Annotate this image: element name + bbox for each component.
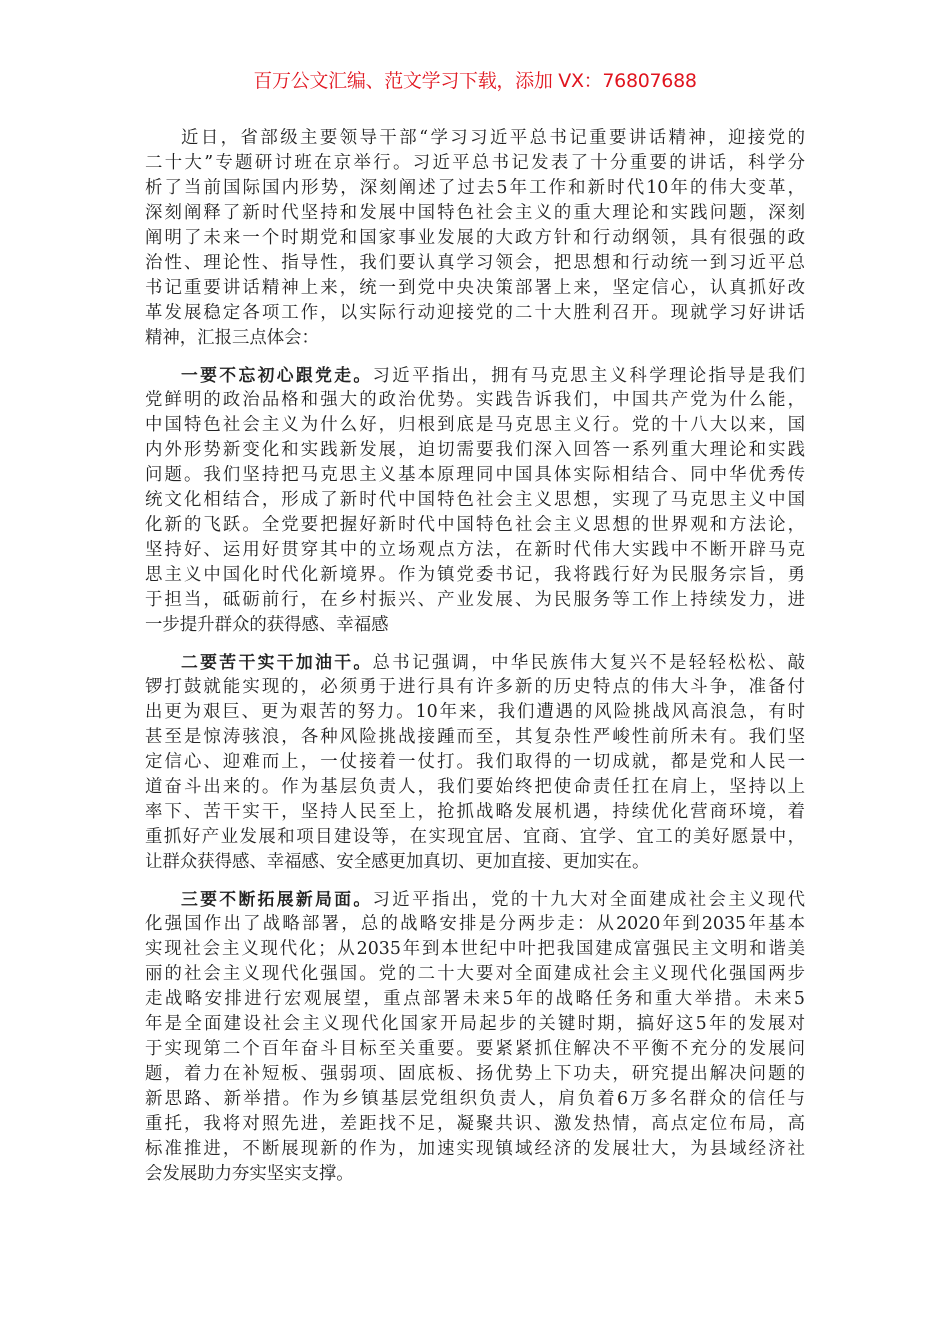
line-text: 习近平指出，党的十九大对全面建成社会主义现代 [372, 890, 805, 910]
line-text: 出更为艰巨、更为艰苦的努力。10年来，我们遭遇的风险挑战风高浪急，有时 [145, 702, 805, 722]
text-line [145, 1037, 805, 1062]
line-text: 于担当，砥砺前行，在乡村振兴、产业发展、为民服务等工作上持续发力，进 [145, 590, 805, 610]
line-text: 阐明了未来一个时期党和国家事业发展的大政方针和行动纲领，具有很强的政 [145, 228, 805, 248]
line-text: 近日，省部级主要领导干部“学习习近平总书记重要讲话精神，迎接党的 [181, 128, 805, 148]
line-text: 统文化相结合，形成了新时代中国特色社会主义思想，实现了马克思主义中国 [145, 490, 805, 510]
line-text: 治性、理论性、指导性，我们要认真学习领会，把思想和行动统一到习近平总 [145, 253, 805, 273]
text-line [145, 251, 805, 276]
paragraph [145, 363, 805, 638]
text-line [145, 675, 805, 700]
line-text: 让群众获得感、幸福感、安全感更加真切、更加直接、更加实在。 [145, 852, 650, 872]
text-line [145, 1137, 805, 1162]
line-text: 锣打鼓就能实现的，必须勇于进行具有许多新的历史特点的伟大斗争，准备付 [145, 677, 805, 697]
text-line [145, 887, 805, 912]
text-line [145, 1012, 805, 1037]
line-text: 实现社会主义现代化；从2035年到本世纪中叶把我国建成富强民主文明和谐美 [145, 939, 805, 959]
text-line [145, 488, 805, 513]
line-text: 总书记强调，中华民族伟大复兴不是轻轻松松、敲 [372, 653, 805, 673]
line-text: 习近平指出，拥有马克思主义科学理论指导是我们 [372, 366, 805, 386]
document-body [145, 126, 805, 1199]
line-text: 重托，我将对照先进，差距找不足，凝聚共识、激发热情，高点定位布局，高 [145, 1114, 805, 1134]
watermark-header: 百万公文汇编、范文学习下载，添加 VX：76807688 [253, 70, 697, 92]
text-line [145, 1112, 805, 1137]
line-text: 内外形势新变化和实践新发展，迫切需要我们深入回答一系列重大理论和实践 [145, 440, 805, 460]
text-line [145, 463, 805, 488]
text-line [145, 987, 805, 1012]
line-text: 标准推进，不断展现新的作为，加速实现镇域经济的发展壮大，为县域经济社 [145, 1139, 805, 1159]
text-line [145, 226, 805, 251]
line-text: 一步提升群众的获得感、幸福感 [145, 615, 389, 635]
line-text: 书记重要讲话精神上来，统一到党中央决策部署上来，坚定信心，认真抓好改 [145, 278, 805, 298]
line-text: 化强国作出了战略部署，总的战略安排是分两步走：从2020年到2035年基本 [145, 914, 805, 934]
line-text: 中国特色社会主义为什么好，归根到底是马克思主义行。党的十八大以来，国 [145, 415, 805, 435]
text-line [145, 363, 805, 388]
line-text: 道奋斗出来的。作为基层负责人，我们要始终把使命责任扛在肩上，坚持以上 [145, 777, 805, 797]
paragraph [145, 126, 805, 351]
text-line [145, 800, 805, 825]
text-line [145, 850, 805, 875]
line-text: 走战略安排进行宏观展望，重点部署未来5年的战略任务和重大举措。未来5 [145, 989, 805, 1009]
text-line [145, 700, 805, 725]
line-text: 思主义中国化时代化新境界。作为镇党委书记，我将践行好为民服务宗旨，勇 [145, 565, 805, 585]
text-line [145, 1162, 805, 1187]
text-line [145, 563, 805, 588]
text-line [145, 413, 805, 438]
text-line [145, 176, 805, 201]
text-line [145, 201, 805, 226]
text-line [145, 1087, 805, 1112]
line-text: 新思路、新举措。作为乡镇基层党组织负责人，肩负着6万多名群众的信任与 [145, 1089, 805, 1109]
text-line [145, 538, 805, 563]
line-text: 精神，汇报三点体会： [145, 328, 319, 348]
text-line [145, 825, 805, 850]
paragraph [145, 887, 805, 1187]
text-line [145, 151, 805, 176]
text-line [145, 613, 805, 638]
text-line [145, 725, 805, 750]
paragraph-lead-heading: 一要不忘初心跟党走。 [181, 365, 373, 385]
text-line [145, 750, 805, 775]
text-line [145, 438, 805, 463]
line-text: 重抓好产业发展和项目建设等，在实现宜居、宜商、宜学、宜工的美好愿景中， [145, 827, 805, 847]
text-line [145, 388, 805, 413]
text-line [145, 326, 805, 351]
paragraph [145, 650, 805, 875]
line-text: 问题。我们坚持把马克思主义基本原理同中国具体实际相结合、同中华优秀传 [145, 465, 805, 485]
line-text: 丽的社会主义现代化强国。党的二十大要对全面建成社会主义现代化强国两步 [145, 964, 805, 984]
line-text: 析了当前国际国内形势，深刻阐述了过去5年工作和新时代10年的伟大变革， [145, 178, 805, 198]
line-text: 坚持好、运用好贯穿其中的立场观点方法，在新时代伟大实践中不断开辟马克 [145, 540, 805, 560]
line-text: 革发展稳定各项工作，以实际行动迎接党的二十大胜利召开。现就学习好讲话 [145, 303, 805, 323]
paragraph-lead-heading: 三要不断拓展新局面。 [181, 889, 373, 909]
text-line [145, 588, 805, 613]
line-text: 党鲜明的政治品格和强大的政治优势。实践告诉我们，中国共产党为什么能， [145, 390, 805, 410]
text-line [145, 276, 805, 301]
text-line [145, 775, 805, 800]
text-line [145, 301, 805, 326]
text-line [145, 912, 805, 937]
line-text: 甚至是惊涛骇浪，各种风险挑战接踵而至，其复杂性严峻性前所未有。我们坚 [145, 727, 805, 747]
text-line [145, 1062, 805, 1087]
line-text: 化新的飞跃。全党要把握好新时代中国特色社会主义思想的世界观和方法论， [145, 515, 805, 535]
line-text: 定信心、迎难而上，一仗接着一仗打。我们取得的一切成就，都是党和人民一 [145, 752, 805, 772]
text-line [145, 126, 805, 151]
line-text: 会发展助力夯实坚实支撑。 [145, 1164, 354, 1184]
line-text: 深刻阐释了新时代坚持和发展中国特色社会主义的重大理论和实践问题，深刻 [145, 203, 805, 223]
text-line [145, 650, 805, 675]
text-line [145, 937, 805, 962]
line-text: 题，着力在补短板、强弱项、固底板、扬优势上下功夫，研究提出解决问题的 [145, 1064, 805, 1084]
text-line [145, 513, 805, 538]
line-text: 率下、苦干实干，坚持人民至上，抢抓战略发展机遇，持续优化营商环境，着 [145, 802, 805, 822]
line-text: 年是全面建设社会主义现代化国家开局起步的关键时期，搞好这5年的发展对 [145, 1014, 805, 1034]
line-text: 于实现第二个百年奋斗目标至关重要。要紧紧抓住解决不平衡不充分的发展问 [145, 1039, 805, 1059]
line-text: 二十大”专题研讨班在京举行。习近平总书记发表了十分重要的讲话，科学分 [145, 153, 805, 173]
text-line [145, 962, 805, 987]
paragraph-lead-heading: 二要苦干实干加油干。 [181, 652, 373, 672]
